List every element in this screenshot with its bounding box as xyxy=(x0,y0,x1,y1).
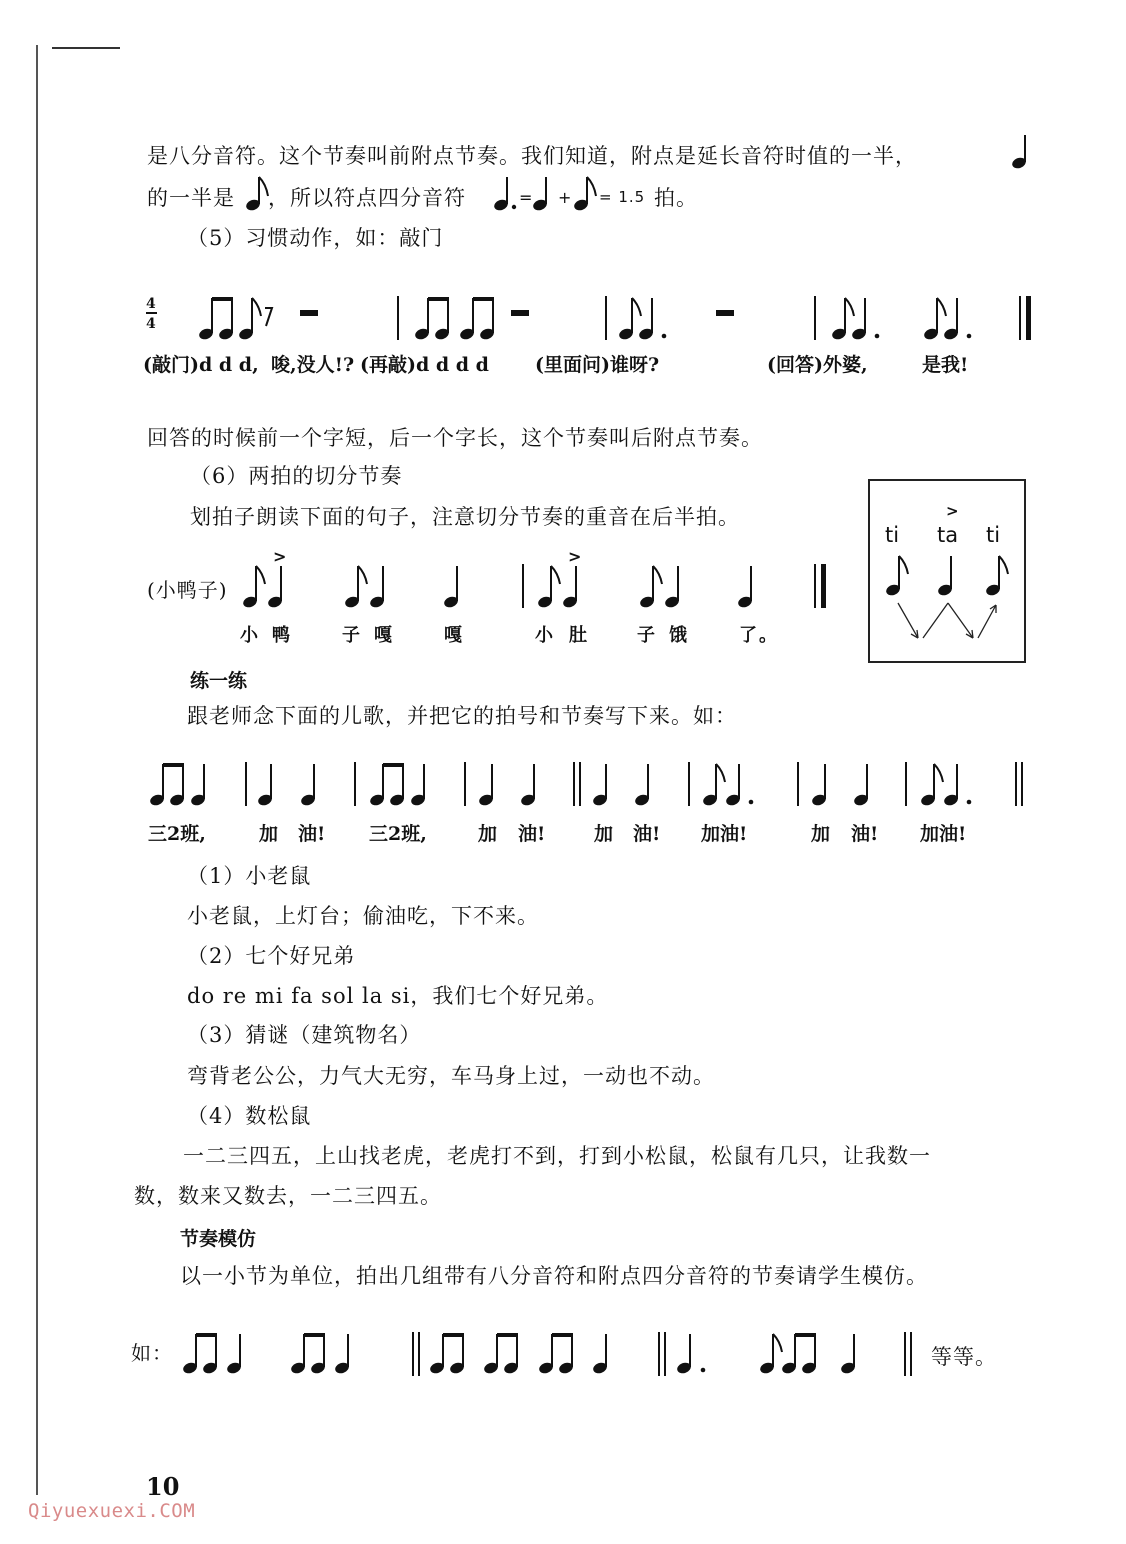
practice-heading: 练一练 xyxy=(190,670,248,692)
habit-lyric-5: (回答)外婆, xyxy=(767,354,868,376)
beamed-eighth-pair xyxy=(483,1333,520,1375)
quarter-note xyxy=(369,566,386,609)
quarter-note xyxy=(592,1334,609,1375)
eighth-rest xyxy=(265,308,272,326)
sync-lyric: 嘎 xyxy=(444,625,464,646)
rhyme-3-text: 弯背老公公，力气大无穷，车马身上过，一动也不动。 xyxy=(187,1064,715,1088)
practice-lyric: 加油! xyxy=(920,823,967,845)
double-barline xyxy=(1016,762,1022,806)
dotted-quarter-note xyxy=(725,764,754,807)
eighth-note xyxy=(238,298,261,341)
habit-lyric-4: (里面问)谁呀? xyxy=(535,354,660,376)
beat-word: 拍。 xyxy=(654,186,698,210)
quarter-note xyxy=(300,764,317,807)
sync-lyric: 饿 xyxy=(669,625,689,646)
beamed-eighth-pair xyxy=(182,1333,219,1375)
page-number: 10 xyxy=(146,1472,180,1501)
practice-lyric: 油! xyxy=(518,823,546,845)
double-barline xyxy=(413,1332,419,1376)
habit-heading: （5）习惯动作，如：敲门 xyxy=(187,226,444,250)
dotted-quarter-note xyxy=(943,764,972,807)
habit-lyric-3: (再敲)d d d d xyxy=(360,354,489,376)
para1-line2-a: 的一半是 xyxy=(147,186,235,210)
beat-arrows xyxy=(898,603,996,638)
habit-rhythm-staff xyxy=(0,280,1126,350)
imitation-suffix: 等等。 xyxy=(931,1345,997,1369)
sync-heading: （6）两拍的切分节奏 xyxy=(190,464,403,488)
eighth-note xyxy=(242,566,265,609)
eighth-note xyxy=(920,764,943,807)
quarter-note xyxy=(664,566,681,609)
double-barline xyxy=(659,1332,665,1376)
quarter-note xyxy=(811,764,828,807)
practice-lyric: 加 xyxy=(811,823,831,845)
beamed-eighth-pair xyxy=(781,1333,818,1375)
rhyme-3-title: （3）猜谜（建筑物名） xyxy=(187,1023,422,1047)
beamed-eighth-pair xyxy=(414,297,451,341)
beamed-eighth-pair xyxy=(149,763,186,807)
double-barline xyxy=(905,1332,911,1376)
sync-lyric: 子 xyxy=(637,625,657,646)
quarter-note xyxy=(592,764,609,807)
final-barline xyxy=(815,564,826,608)
eighth-note xyxy=(702,764,725,807)
eighth-note xyxy=(923,298,946,341)
sync-instruction: 划拍子朗读下面的句子，注意切分节奏的重音在后半拍。 xyxy=(190,505,740,529)
beamed-eighth-pair xyxy=(538,1333,575,1375)
eighth-note xyxy=(618,298,641,341)
para1-line1: 是八分音符。这个节奏叫前附点节奏。我们知道，附点是延长音符时值的一半， xyxy=(147,144,917,168)
eighth-note xyxy=(344,566,367,609)
equals-sign: = xyxy=(519,188,534,207)
dotted-quarter-note xyxy=(676,1334,706,1375)
eighth-note xyxy=(985,556,1008,597)
accent-mark: > xyxy=(273,547,287,566)
double-barline xyxy=(574,762,580,806)
eighth-note-icon xyxy=(572,174,598,214)
final-barline xyxy=(1020,296,1031,340)
sync-lyric: 鸭 xyxy=(272,625,292,646)
sync-lyric: 小 xyxy=(240,625,260,646)
box-syllable-ti: ti xyxy=(885,523,900,547)
habit-lyric-6: 是我! xyxy=(922,354,969,376)
box-accent-mark: > xyxy=(946,502,959,520)
sync-lyric: 嘎 xyxy=(374,625,394,646)
dotted-quarter-note xyxy=(943,298,972,341)
header-rule xyxy=(52,47,120,49)
quarter-note xyxy=(853,764,870,807)
practice-lyric: 加 xyxy=(594,823,614,845)
habit-lyric-1: (敲门)d d d, xyxy=(143,354,259,376)
half-rest xyxy=(300,310,318,316)
imitation-prefix: 如： xyxy=(131,1341,173,1365)
rhyme-2-text: do re mi fa sol la si，我们七个好兄弟。 xyxy=(187,984,609,1008)
dotted-quarter-note-icon xyxy=(492,174,518,214)
quarter-note xyxy=(634,764,651,807)
box-syllable-ta: ta xyxy=(937,523,959,547)
practice-lyric: 三2班, xyxy=(369,823,427,845)
eighth-note xyxy=(639,566,662,609)
quarter-note-icon xyxy=(531,174,553,214)
practice-lyric: 油! xyxy=(633,823,661,845)
beamed-eighth-pair xyxy=(290,1333,327,1375)
rhyme-1-text: 小老鼠，上灯台；偷油吃，下不来。 xyxy=(187,904,539,928)
rhyme-4-text: 一二三四五，上山找老虎，老虎打不到，打到小松鼠，松鼠有几只，让我数一 xyxy=(183,1144,931,1168)
para1-line2-b: ，所以符点四分音符 xyxy=(268,186,466,210)
rhyme-1-title: （1）小老鼠 xyxy=(187,864,312,888)
beamed-eighth-pair xyxy=(369,763,406,807)
quarter-note xyxy=(737,566,754,609)
quarter-note xyxy=(334,1334,351,1375)
practice-rhythm-staff xyxy=(0,748,1126,818)
habit-lyric-2: 唆,没人!? xyxy=(271,354,355,376)
practice-lyric: 三2班, xyxy=(148,823,206,845)
practice-lyric: 加油! xyxy=(701,823,748,845)
sync-lyric: 小 xyxy=(535,625,555,646)
accent-mark: > xyxy=(568,547,582,566)
imitation-instruction: 以一小节为单位，拍出几组带有八分音符和附点四分音符的节奏请学生模仿。 xyxy=(180,1264,928,1288)
sync-lyric: 子 xyxy=(342,625,362,646)
quarter-note xyxy=(478,764,495,807)
practice-lyric: 加 xyxy=(259,823,279,845)
beamed-eighth-pair xyxy=(198,297,235,341)
quarter-note xyxy=(840,1334,857,1375)
equals-value: = 1.5 xyxy=(599,188,646,206)
dotted-quarter-note xyxy=(638,298,667,341)
eighth-note xyxy=(831,298,854,341)
dotted-quarter-note xyxy=(851,298,880,341)
imitation-heading: 节奏模仿 xyxy=(180,1228,257,1250)
time-signature-top: 4 xyxy=(146,296,156,312)
quarter-note xyxy=(226,1334,243,1375)
practice-lyric: 油! xyxy=(298,823,326,845)
sync-label: (小鸭子) xyxy=(147,578,228,602)
eighth-note-icon xyxy=(244,174,270,214)
practice-lyric: 加 xyxy=(478,823,498,845)
answer-line: 回答的时候前一个字短，后一个字长，这个节奏叫后附点节奏。 xyxy=(147,426,763,450)
watermark: Qiyuexuexi.COM xyxy=(28,1500,196,1522)
quarter-note xyxy=(257,764,274,807)
quarter-note xyxy=(520,764,537,807)
accented-quarter-note xyxy=(267,566,284,609)
quarter-note xyxy=(410,764,427,807)
beamed-eighth-pair xyxy=(429,1333,466,1375)
rhyme-4-text-cont: 数，数来又数去，一二三四五。 xyxy=(134,1184,442,1208)
rhyme-2-title: （2）七个好兄弟 xyxy=(187,944,356,968)
half-rest xyxy=(716,310,734,316)
quarter-note-icon xyxy=(1010,132,1034,172)
sync-lyric: 肚 xyxy=(569,625,589,646)
beamed-eighth-pair xyxy=(459,297,496,341)
time-signature-bottom: 4 xyxy=(146,316,156,332)
sync-lyric: 了。 xyxy=(739,625,779,646)
practice-instruction: 跟老师念下面的儿歌，并把它的拍号和节奏写下来。如： xyxy=(187,704,737,728)
eighth-note xyxy=(537,566,560,609)
box-syllable-ti: ti xyxy=(986,523,1001,547)
quarter-note xyxy=(443,566,460,609)
accented-quarter-note xyxy=(562,566,579,609)
syncopation-diagram xyxy=(868,548,1026,648)
practice-lyric: 油! xyxy=(851,823,879,845)
rhyme-4-title: （4）数松鼠 xyxy=(187,1104,312,1128)
plus-sign: + xyxy=(558,188,573,207)
eighth-note xyxy=(759,1334,782,1375)
quarter-note xyxy=(937,556,954,597)
half-rest xyxy=(511,310,529,316)
quarter-note xyxy=(190,764,207,807)
eighth-note xyxy=(885,556,908,597)
